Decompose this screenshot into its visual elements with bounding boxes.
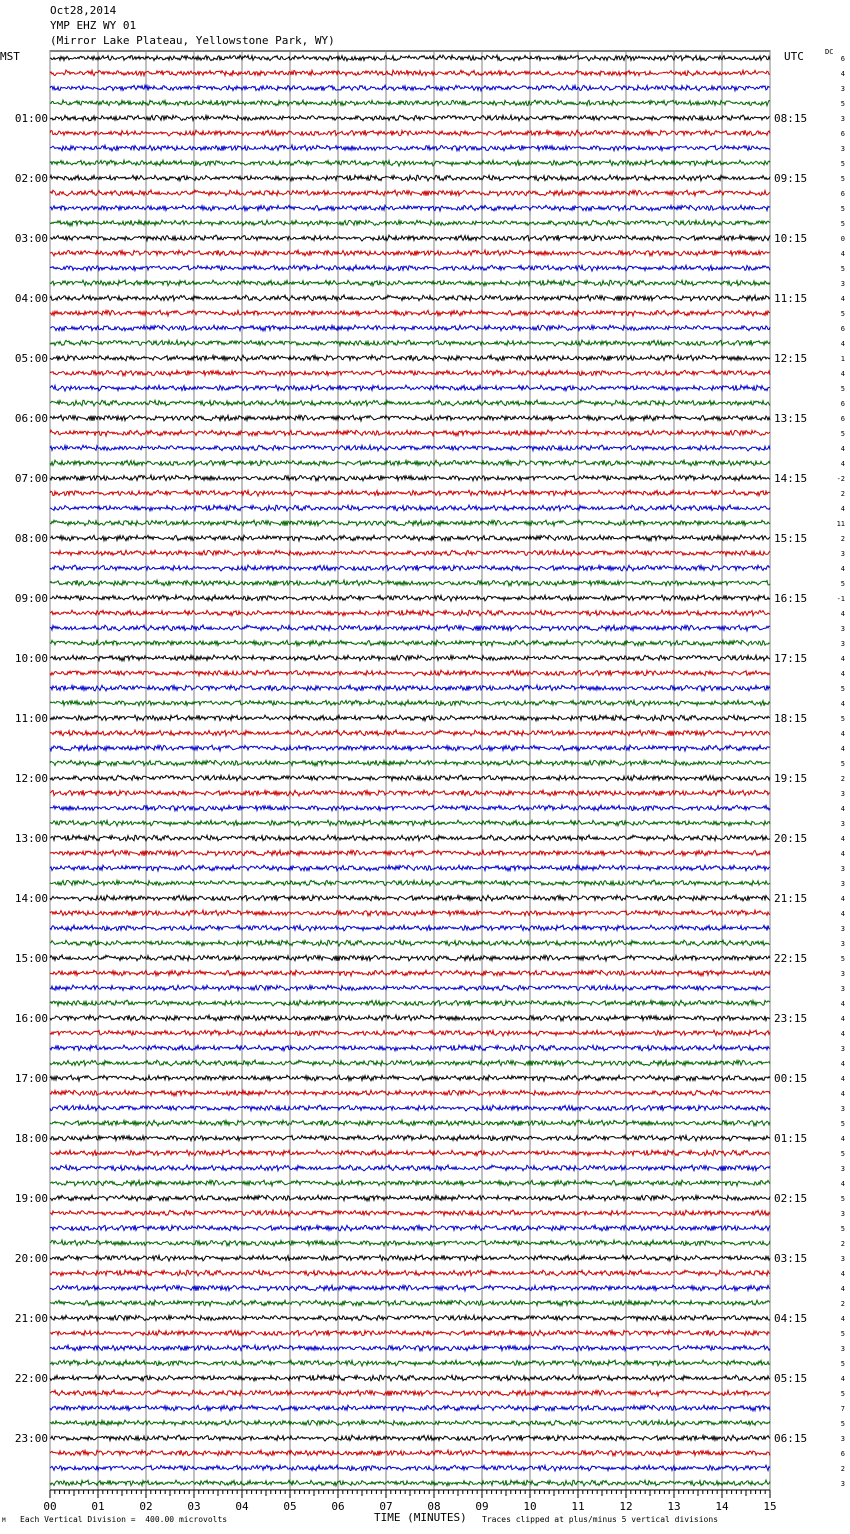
dc-offset-value: 3 xyxy=(840,145,845,153)
seismic-trace xyxy=(50,565,770,571)
seismic-trace xyxy=(50,925,770,931)
x-axis xyxy=(43,1490,776,1513)
utc-hour-label: 08:15 xyxy=(774,112,808,125)
chart-station: YMP EHZ WY 01 xyxy=(50,19,137,32)
seismic-trace xyxy=(50,610,770,616)
utc-hour-label: 16:15 xyxy=(774,592,808,605)
x-tick-label: 10 xyxy=(523,1500,537,1513)
utc-hour-label: 02:15 xyxy=(774,1192,808,1205)
dc-offset-value: 5 xyxy=(840,1360,845,1368)
utc-hour-label: 05:15 xyxy=(774,1372,808,1385)
chart-location: (Mirror Lake Plateau, Yellowstone Park, WY) xyxy=(50,34,335,47)
seismic-trace xyxy=(50,850,770,856)
seismic-trace xyxy=(50,1180,770,1186)
mst-hour-label: 20:00 xyxy=(14,1252,48,1265)
utc-hour-label: 11:15 xyxy=(774,292,808,305)
utc-hour-label: 00:15 xyxy=(774,1072,808,1085)
dc-offset-value: 6 xyxy=(840,325,845,333)
seismic-trace xyxy=(50,505,770,511)
seismic-trace xyxy=(50,1240,770,1246)
dc-offset-value: 4 xyxy=(840,340,845,348)
seismic-trace xyxy=(50,805,770,811)
dc-offset-value: -2 xyxy=(836,475,845,483)
seismic-trace xyxy=(50,715,770,721)
dc-offset-value: 4 xyxy=(840,1090,845,1098)
seismic-trace xyxy=(50,115,770,121)
dc-offset-value: 3 xyxy=(840,1105,845,1113)
mst-hour-label: 07:00 xyxy=(14,472,48,485)
dc-offset-value: 6 xyxy=(840,55,845,63)
seismic-trace xyxy=(50,1045,770,1051)
seismic-trace xyxy=(50,1150,770,1156)
utc-hour-label: 15:15 xyxy=(774,532,808,545)
trace-layer xyxy=(50,55,770,1486)
seismic-trace xyxy=(50,460,770,466)
seismic-trace xyxy=(50,235,770,241)
dc-offset-value: 2 xyxy=(840,490,845,498)
dc-offset-value: 5 xyxy=(840,1225,845,1233)
mst-hour-label: 13:00 xyxy=(14,832,48,845)
seismic-trace xyxy=(50,820,770,826)
dc-offset-value: 5 xyxy=(840,175,845,183)
utc-hour-label: 20:15 xyxy=(774,832,808,845)
seismic-trace xyxy=(50,295,770,301)
utc-hour-label: 19:15 xyxy=(774,772,808,785)
dc-offset-value: 3 xyxy=(840,640,845,648)
dc-offset-value: 5 xyxy=(840,1120,845,1128)
mst-hour-label: 06:00 xyxy=(14,412,48,425)
dc-offset-value: 3 xyxy=(840,940,845,948)
dc-offset-value: 5 xyxy=(840,685,845,693)
seismic-trace xyxy=(50,1225,770,1231)
seismic-trace xyxy=(50,430,770,436)
seismic-trace xyxy=(50,940,770,946)
dc-offset-value: 5 xyxy=(840,220,845,228)
dc-offset-value: 4 xyxy=(840,295,845,303)
dc-offset-value: 4 xyxy=(840,70,845,78)
utc-hour-label: 22:15 xyxy=(774,952,808,965)
seismic-trace xyxy=(50,520,770,526)
dc-offset-value: 4 xyxy=(840,1270,845,1278)
x-tick-label: 00 xyxy=(43,1500,57,1513)
mst-hour-label: 02:00 xyxy=(14,172,48,185)
dc-offset-value: 6 xyxy=(840,130,845,138)
seismic-trace xyxy=(50,1105,770,1111)
dc-offset-value: 4 xyxy=(840,1375,845,1383)
seismic-trace xyxy=(50,55,770,61)
mst-hour-label: 15:00 xyxy=(14,952,48,965)
seismic-trace xyxy=(50,1315,770,1321)
right-timezone-label: UTC xyxy=(784,50,804,63)
utc-hour-label: 18:15 xyxy=(774,712,808,725)
seismic-trace xyxy=(50,895,770,901)
seismic-trace xyxy=(50,220,770,226)
dc-offset-value: 6 xyxy=(840,415,845,423)
seismic-trace xyxy=(50,1255,770,1261)
seismic-trace xyxy=(50,1300,770,1306)
dc-offset-value: 4 xyxy=(840,670,845,678)
utc-hour-label: 23:15 xyxy=(774,1012,808,1025)
utc-hour-label: 17:15 xyxy=(774,652,808,665)
seismic-trace xyxy=(50,910,770,916)
utc-hour-label: 12:15 xyxy=(774,352,808,365)
seismic-trace xyxy=(50,1270,770,1276)
seismic-trace xyxy=(50,1060,770,1066)
x-tick-label: 11 xyxy=(571,1500,585,1513)
x-tick-label: 15 xyxy=(763,1500,777,1513)
dc-offset-value: 4 xyxy=(840,460,845,468)
utc-hour-label: 03:15 xyxy=(774,1252,808,1265)
dc-offset-value: 2 xyxy=(840,1300,845,1308)
seismic-trace xyxy=(50,490,770,496)
x-tick-label: 04 xyxy=(235,1500,249,1513)
dc-offset-value: 3 xyxy=(840,1165,845,1173)
seismic-trace xyxy=(50,100,770,106)
seismic-trace xyxy=(50,1420,770,1426)
x-tick-label: 05 xyxy=(283,1500,297,1513)
chart-date: Oct28,2014 xyxy=(50,4,117,17)
dc-offset-value: 4 xyxy=(840,250,845,258)
dc-offset-value: 3 xyxy=(840,865,845,873)
seismic-trace xyxy=(50,655,770,661)
seismic-trace xyxy=(50,310,770,316)
mst-hour-label: 08:00 xyxy=(14,532,48,545)
x-tick-label: 01 xyxy=(91,1500,105,1513)
seismic-trace xyxy=(50,685,770,691)
seismic-trace xyxy=(50,1285,770,1291)
mst-hour-label: 17:00 xyxy=(14,1072,48,1085)
dc-offset-value: 1 xyxy=(840,355,845,363)
seismic-trace xyxy=(50,1000,770,1006)
dc-offset-value: 4 xyxy=(840,895,845,903)
scale-note: Each Vertical Division = 400.00 microvolts xyxy=(20,1515,228,1524)
dc-offset-value: 3 xyxy=(840,880,845,888)
clip-note: Traces clipped at plus/minus 5 vertical divisions xyxy=(482,1515,719,1524)
dc-offset-value: 5 xyxy=(840,205,845,213)
dc-offset-value: 4 xyxy=(840,1285,845,1293)
dc-offset-value: 3 xyxy=(840,1480,845,1488)
seismic-trace xyxy=(50,280,770,286)
dc-offset-value: 5 xyxy=(840,580,845,588)
x-tick-label: 06 xyxy=(331,1500,345,1513)
seismic-trace xyxy=(50,145,770,151)
dc-offset-value: 3 xyxy=(840,1345,845,1353)
dc-offset-value: 5 xyxy=(840,1390,845,1398)
dc-offset-value: 5 xyxy=(840,100,845,108)
utc-hour-label: 14:15 xyxy=(774,472,808,485)
dc-offset-value: 4 xyxy=(840,655,845,663)
x-tick-label: 02 xyxy=(139,1500,153,1513)
dc-offset-value: 3 xyxy=(840,925,845,933)
seismic-trace xyxy=(50,370,770,376)
seismic-trace xyxy=(50,550,770,556)
mst-hour-label: 11:00 xyxy=(14,712,48,725)
dc-offset-value: 3 xyxy=(840,970,845,978)
x-tick-label: 09 xyxy=(475,1500,489,1513)
utc-hour-label: 13:15 xyxy=(774,412,808,425)
mst-hour-label: 19:00 xyxy=(14,1192,48,1205)
seismic-trace xyxy=(50,535,770,541)
seismic-trace xyxy=(50,355,770,361)
utc-hour-label: 04:15 xyxy=(774,1312,808,1325)
seismic-trace xyxy=(50,160,770,166)
mst-hour-label: 21:00 xyxy=(14,1312,48,1325)
dc-offset-value: 4 xyxy=(840,730,845,738)
x-axis-title: TIME (MINUTES) xyxy=(374,1511,467,1524)
mst-hour-label: 12:00 xyxy=(14,772,48,785)
dc-offset-value: 5 xyxy=(840,1420,845,1428)
dc-offset-value: 4 xyxy=(840,445,845,453)
seismic-trace xyxy=(50,790,770,796)
x-tick-label: 03 xyxy=(187,1500,201,1513)
dc-offset-value: 4 xyxy=(840,1135,845,1143)
seismic-trace xyxy=(50,70,770,76)
seismic-trace xyxy=(50,1375,770,1381)
seismic-trace xyxy=(50,955,770,961)
dc-offset-value: 2 xyxy=(840,535,845,543)
dc-offset-value: 3 xyxy=(840,625,845,633)
seismic-trace xyxy=(50,1330,770,1336)
seismic-trace xyxy=(50,985,770,991)
dc-offset-value: 4 xyxy=(840,565,845,573)
corner-mark: M xyxy=(2,1517,6,1524)
seismic-trace xyxy=(50,625,770,631)
seismic-trace xyxy=(50,580,770,586)
seismic-trace xyxy=(50,400,770,406)
dc-offset-value: 2 xyxy=(840,1240,845,1248)
dc-offset-value: 7 xyxy=(840,1405,845,1413)
seismic-trace xyxy=(50,340,770,346)
dc-offset-value: 5 xyxy=(840,760,845,768)
dc-offset-value: 4 xyxy=(840,700,845,708)
seismic-trace xyxy=(50,700,770,706)
seismic-trace xyxy=(50,745,770,751)
dc-offset-value: 5 xyxy=(840,310,845,318)
seismic-trace xyxy=(50,475,770,481)
dc-offset-value: 6 xyxy=(840,1450,845,1458)
seismic-trace xyxy=(50,175,770,181)
seismic-trace xyxy=(50,1030,770,1036)
dc-offset-value: 5 xyxy=(840,430,845,438)
dc-offset-value: 11 xyxy=(836,520,845,528)
seismic-trace xyxy=(50,1135,770,1141)
dc-offset-value: 3 xyxy=(840,280,845,288)
left-timezone-label: MST xyxy=(0,50,20,63)
dc-offset-value: 2 xyxy=(840,775,845,783)
seismic-trace xyxy=(50,1120,770,1126)
seismic-trace xyxy=(50,130,770,136)
dc-offset-value: 3 xyxy=(840,1045,845,1053)
mst-hour-label: 16:00 xyxy=(14,1012,48,1025)
dc-offset-value: 4 xyxy=(840,1000,845,1008)
dc-offset-value: 4 xyxy=(840,850,845,858)
dc-offset-value: 4 xyxy=(840,1030,845,1038)
dc-offset-value: 4 xyxy=(840,1180,845,1188)
seismic-trace xyxy=(50,85,770,91)
mst-hour-label: 05:00 xyxy=(14,352,48,365)
mst-hour-label: 03:00 xyxy=(14,232,48,245)
x-tick-label: 13 xyxy=(667,1500,681,1513)
dc-offset-value: -1 xyxy=(836,595,845,603)
seismic-trace xyxy=(50,1075,770,1081)
seismic-trace xyxy=(50,1195,770,1201)
dc-offset-value: 5 xyxy=(840,1195,845,1203)
dc-offset-value: 3 xyxy=(840,985,845,993)
seismic-trace xyxy=(50,1090,770,1096)
seismic-trace xyxy=(50,1015,770,1021)
seismic-trace xyxy=(50,640,770,646)
seismic-trace xyxy=(50,190,770,196)
seismic-trace xyxy=(50,835,770,841)
dc-offset-value: 4 xyxy=(840,745,845,753)
dc-offset-value: 3 xyxy=(840,1210,845,1218)
seismic-trace xyxy=(50,1480,770,1486)
utc-hour-label: 21:15 xyxy=(774,892,808,905)
dc-offset-value: 6 xyxy=(840,400,845,408)
mst-hour-label: 09:00 xyxy=(14,592,48,605)
utc-hour-label: 10:15 xyxy=(774,232,808,245)
seismic-trace xyxy=(50,1360,770,1366)
mst-hour-label: 23:00 xyxy=(14,1432,48,1445)
utc-hour-label: 06:15 xyxy=(774,1432,808,1445)
dc-offset-value: 3 xyxy=(840,115,845,123)
x-tick-label: 07 xyxy=(379,1500,393,1513)
mst-hour-label: 18:00 xyxy=(14,1132,48,1145)
x-tick-label: 14 xyxy=(715,1500,729,1513)
seismic-trace xyxy=(50,1435,770,1441)
utc-hour-label: 09:15 xyxy=(774,172,808,185)
dc-offset-value: 5 xyxy=(840,265,845,273)
dc-offset-value: 4 xyxy=(840,505,845,513)
seismic-trace xyxy=(50,970,770,976)
dc-offset-value: 3 xyxy=(840,820,845,828)
seismic-trace xyxy=(50,445,770,451)
seismic-trace xyxy=(50,1390,770,1396)
dc-offset-value: 3 xyxy=(840,85,845,93)
dc-offset-value: 5 xyxy=(840,385,845,393)
dc-offset-value: 5 xyxy=(840,160,845,168)
dc-offset-value: 4 xyxy=(840,910,845,918)
seismic-trace xyxy=(50,205,770,211)
dc-offset-value: 3 xyxy=(840,1435,845,1443)
dc-offset-value: 4 xyxy=(840,1075,845,1083)
dc-offset-value: 4 xyxy=(840,610,845,618)
dc-offset-value: 3 xyxy=(840,550,845,558)
dc-offset-value: 5 xyxy=(840,1330,845,1338)
seismic-trace xyxy=(50,595,770,601)
mst-hour-label: 22:00 xyxy=(14,1372,48,1385)
seismic-trace xyxy=(50,385,770,391)
dc-offset-value: 4 xyxy=(840,1015,845,1023)
seismic-trace xyxy=(50,1465,770,1471)
x-tick-label: 08 xyxy=(427,1500,441,1513)
seismic-trace xyxy=(50,880,770,886)
x-tick-label: 12 xyxy=(619,1500,633,1513)
dc-offset-value: 5 xyxy=(840,955,845,963)
dc-label: DC xyxy=(825,48,834,56)
seismic-trace xyxy=(50,730,770,736)
seismic-trace xyxy=(50,1210,770,1216)
dc-offset-value: 4 xyxy=(840,370,845,378)
dc-offset-value: 4 xyxy=(840,1060,845,1068)
dc-offset-value: 5 xyxy=(840,715,845,723)
seismic-trace xyxy=(50,760,770,766)
dc-offset-value: 3 xyxy=(840,1255,845,1263)
seismic-trace xyxy=(50,775,770,781)
seismic-trace xyxy=(50,1165,770,1171)
seismic-trace xyxy=(50,250,770,256)
seismic-trace xyxy=(50,1345,770,1351)
seismic-trace xyxy=(50,415,770,421)
seismic-trace xyxy=(50,670,770,676)
dc-offset-value: 6 xyxy=(840,190,845,198)
dc-offset-value: 2 xyxy=(840,1465,845,1473)
dc-offset-value: 4 xyxy=(840,805,845,813)
seismic-trace xyxy=(50,1450,770,1456)
seismic-trace xyxy=(50,1405,770,1411)
mst-hour-label: 10:00 xyxy=(14,652,48,665)
seismic-trace xyxy=(50,865,770,871)
dc-offset-value: 4 xyxy=(840,835,845,843)
dc-offset-value: 5 xyxy=(840,1150,845,1158)
seismic-trace xyxy=(50,265,770,271)
utc-hour-label: 01:15 xyxy=(774,1132,808,1145)
dc-offset-value: 3 xyxy=(840,790,845,798)
dc-offset-value: 4 xyxy=(840,1315,845,1323)
mst-hour-label: 04:00 xyxy=(14,292,48,305)
mst-hour-label: 01:00 xyxy=(14,112,48,125)
seismic-trace xyxy=(50,325,770,331)
dc-offset-value: 0 xyxy=(840,235,845,243)
mst-hour-label: 14:00 xyxy=(14,892,48,905)
